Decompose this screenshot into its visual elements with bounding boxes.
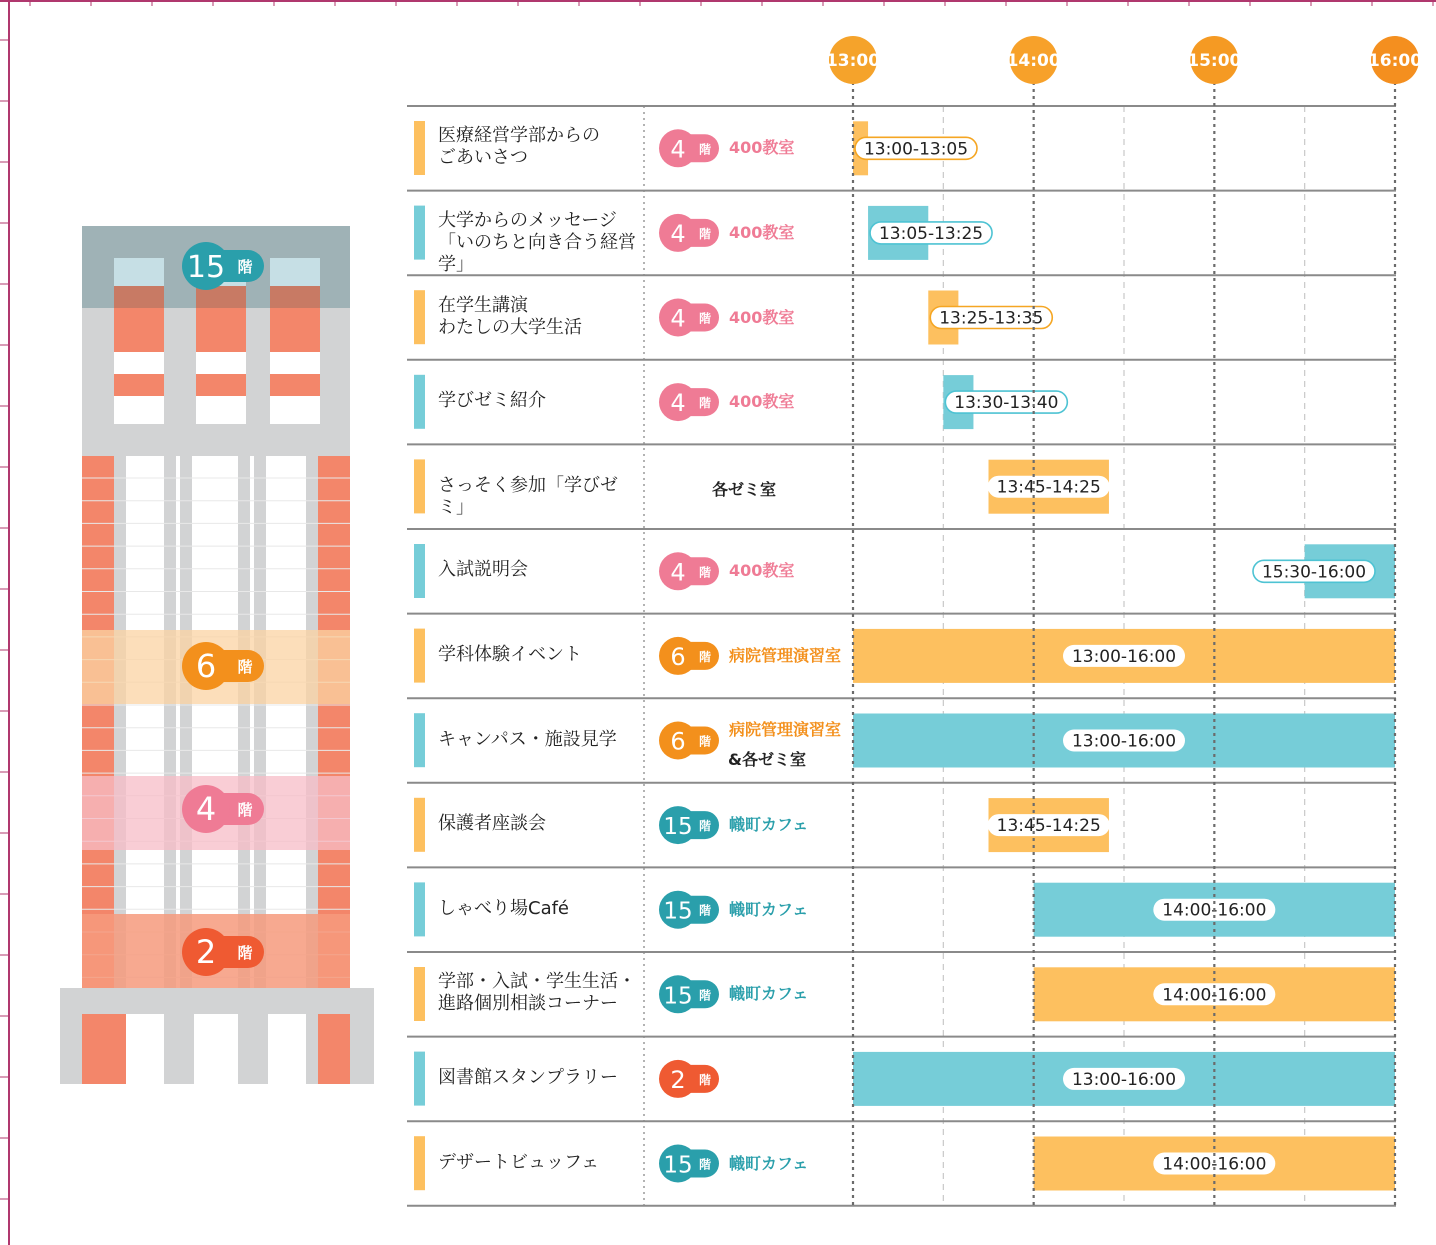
floor-badge-unit: 階 (237, 801, 253, 819)
event-name: 学びゼミ紹介 (438, 390, 546, 412)
tick-label: 14:00 (1006, 51, 1061, 71)
venue-room: 幟町カフェ (729, 815, 809, 835)
venue-room: 400教室 (729, 392, 795, 412)
row-accent (414, 375, 425, 429)
venue-floor-badge (659, 891, 719, 929)
row-accent (414, 713, 425, 767)
row-accent (414, 544, 425, 598)
venue-room-sub: &各ゼミ室 (728, 749, 806, 769)
event-name: 学科体験イベント (438, 643, 582, 665)
event-name: 医療経営学部からの ごあいさつ (438, 125, 600, 169)
event-name: さっそく参加「学びゼミ」 (438, 474, 618, 518)
venue-floor-badge (659, 975, 719, 1013)
row-accent (414, 882, 425, 936)
row-accent (414, 459, 425, 513)
venue-room: 各ゼミ室 (712, 479, 777, 499)
venue-room: 400教室 (729, 307, 795, 327)
row-accent (414, 967, 425, 1021)
row-accent (414, 121, 425, 175)
bar-label: 14:00-16:00 (1162, 900, 1267, 921)
venue-room: 病院管理演習室 (729, 719, 842, 739)
event-name: しゃべり場Café (438, 897, 570, 919)
venue-badge-number: 15 (663, 898, 693, 925)
event-name: 図書館スタンプラリー (438, 1066, 618, 1088)
venue-badge-unit: 階 (698, 226, 712, 241)
venue-badge-unit: 階 (698, 396, 712, 411)
event-name: デザートビュッフェ (438, 1151, 600, 1173)
venue-floor-badge (659, 383, 719, 421)
venue-badge-unit: 階 (698, 1157, 712, 1172)
row-accent (414, 1052, 425, 1106)
event-name: 学部・入試・学生生活・ 進路個別相談コーナー (438, 971, 636, 1015)
venue-floor-badge (659, 129, 719, 167)
row-accent (414, 1136, 425, 1190)
venue-room: 幟町カフェ (729, 1153, 809, 1173)
bar-label: 13:00-13:05 (863, 139, 969, 160)
venue-badge-number: 4 (670, 219, 686, 248)
event-name: 大学からのメッセージ 「いのちと向き合う経営学」 (438, 209, 636, 275)
venue-badge-unit: 階 (698, 649, 712, 664)
venue-room: 400教室 (729, 561, 795, 581)
bar-label: 13:00-16:00 (1071, 731, 1177, 752)
bar-label: 14:00-16:00 (1162, 1154, 1267, 1175)
event-name: 在学生講演 わたしの大学生活 (438, 294, 582, 338)
venue-badge-unit: 階 (698, 1072, 712, 1087)
event-name: キャンパス・施設見学 (438, 728, 617, 750)
row-accent (414, 798, 425, 852)
venue-badge-unit: 階 (698, 819, 712, 834)
venue-room: 幟町カフェ (729, 899, 809, 919)
row-accent (414, 629, 425, 683)
venue-floor-badge (659, 637, 719, 675)
bar-label: 13:45-14:25 (996, 816, 1101, 837)
venue-floor-badge (659, 552, 719, 590)
venue-floor-badge (659, 806, 719, 844)
venue-room: 病院管理演習室 (729, 645, 842, 665)
floor-badge-number: 15 (186, 250, 226, 285)
venue-badge-unit: 階 (698, 988, 712, 1003)
venue-badge-number: 4 (670, 135, 686, 164)
bar-label: 13:25-13:35 (939, 308, 1044, 329)
venue-badge-unit: 階 (698, 565, 712, 580)
venue-badge-unit: 階 (698, 903, 712, 918)
venue-floor-badge (659, 1060, 719, 1098)
floor-badge-number: 2 (195, 933, 217, 971)
venue-badge-number: 15 (663, 1152, 693, 1179)
bar-label: 15:30-16:00 (1261, 562, 1367, 583)
venue-badge-number: 4 (670, 558, 686, 587)
tick-label: 16:00 (1367, 51, 1423, 71)
event-name: 入試説明会 (438, 559, 528, 581)
bar-label: 13:00-16:00 (1071, 1069, 1177, 1090)
tick-label: 15:00 (1187, 51, 1242, 71)
venue-badge-number: 6 (670, 642, 686, 671)
venue-floor-badge (659, 214, 719, 252)
bar-label: 13:30-13:40 (954, 393, 1059, 414)
bar-label: 13:00-16:00 (1071, 646, 1177, 667)
venue-room: 400教室 (729, 138, 795, 158)
row-accent (414, 206, 425, 260)
bar-label: 13:45-14:25 (996, 477, 1101, 498)
event-name: 保護者座談会 (438, 813, 546, 835)
venue-badge-number: 4 (670, 389, 686, 418)
floor-badge-number: 6 (195, 647, 217, 685)
venue-room: 400教室 (729, 222, 795, 242)
venue-floor-badge (659, 722, 719, 760)
bar-label: 13:05-13:25 (878, 223, 984, 244)
venue-room: 幟町カフェ (729, 984, 809, 1004)
venue-badge-unit: 階 (698, 311, 712, 326)
venue-badge-unit: 階 (698, 734, 712, 749)
floor-badge-unit: 階 (237, 944, 253, 962)
venue-badge-number: 6 (670, 727, 686, 756)
venue-badge-number: 2 (670, 1065, 686, 1094)
venue-badge-number: 4 (670, 304, 686, 333)
tick-label: 13:00 (825, 51, 881, 71)
venue-badge-number: 15 (663, 983, 693, 1010)
venue-badge-number: 15 (663, 814, 693, 841)
row-accent (414, 290, 425, 344)
floor-badge-unit: 階 (237, 258, 253, 276)
bar-label: 14:00-16:00 (1162, 985, 1267, 1006)
floor-badge-number: 4 (195, 790, 217, 828)
venue-badge-unit: 階 (698, 142, 712, 157)
venue-floor-badge (659, 299, 719, 337)
venue-floor-badge (659, 1145, 719, 1183)
floor-badge-unit: 階 (237, 658, 253, 676)
